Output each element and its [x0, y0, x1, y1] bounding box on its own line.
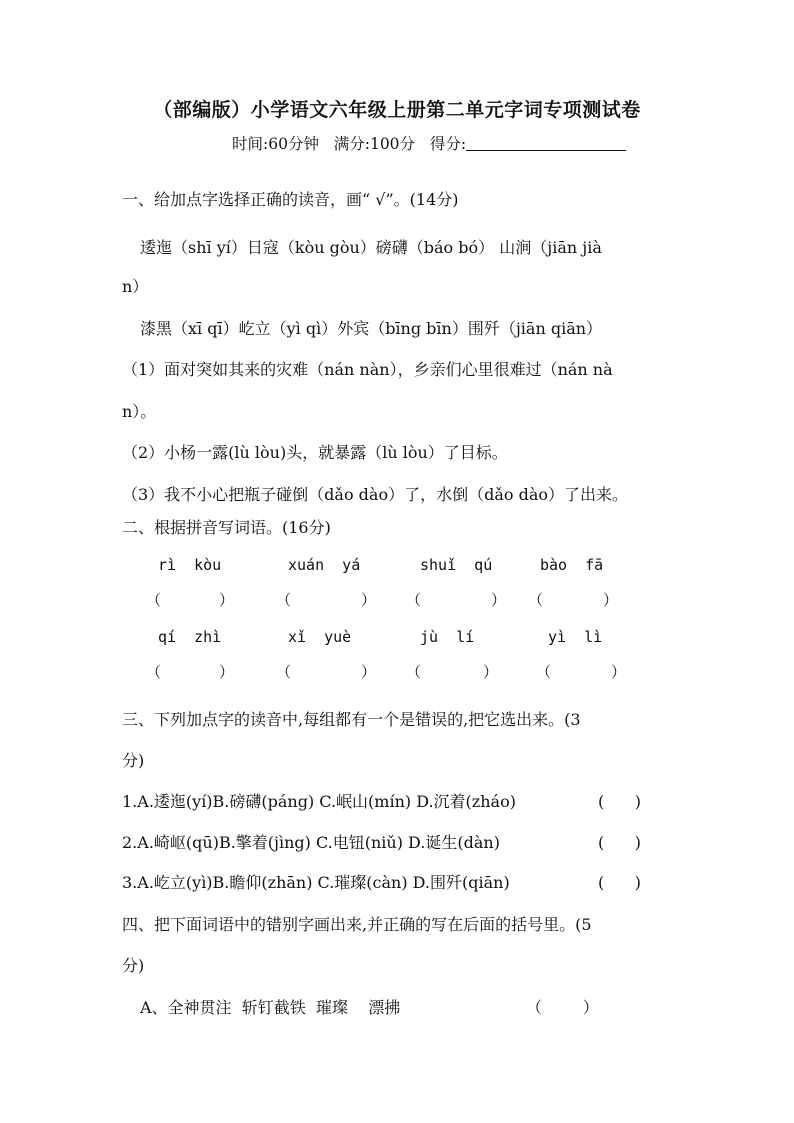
pinyin-cell: shuǐ qú: [420, 556, 493, 574]
time-limit: 时间:60分钟: [232, 135, 319, 153]
section3-heading: 三、下列加点字的读音中,每组都有一个是错误的,把它选出来。(3: [122, 710, 581, 729]
pinyin-cell: qí zhì: [158, 628, 222, 646]
answer-blank[interactable]: ( ): [598, 833, 641, 852]
pinyin-cell: rì kòu: [158, 556, 222, 574]
pinyin-cell: xuán yá: [288, 556, 361, 574]
score-blank[interactable]: [466, 136, 626, 151]
choice-question: 3.A.屹立(yì)B.瞻仰(zhān) C.璀璨(càn) D.围歼(qiān): [122, 873, 510, 892]
answer-blank[interactable]: ( ): [598, 792, 641, 811]
section1-question2: （2）小杨一露(lù lòu)头，就暴露（lù lòu）了目标。: [122, 443, 508, 462]
section1-question1: （1）面对突如其来的灾难（nán nàn），乡亲们心里很难过（nán nà: [122, 360, 613, 379]
section2-heading: 二、根据拼音写词语。(16分): [122, 518, 331, 537]
choice-question: 2.A.崎岖(qū)B.擎着(jìng) C.电钮(niǔ) D.诞生(dàn): [122, 833, 500, 852]
section1-question1-wrap: n）。: [122, 402, 157, 421]
exam-title: （部编版）小学语文六年级上册第二单元字词专项测试卷: [153, 99, 641, 121]
exam-page: （部编版）小学语文六年级上册第二单元字词专项测试卷 时间:60分钟 满分:100分 得分: 一、给加点字选择正确的读音，画“ √”。(14分) 逶迤（shī yí）日寇（kòu gòu）磅礴（báo bó） 山涧（jiān jià n） 漆黑（xī qī）屹立（yì qì）外宾（bīng bīn）围歼（jiān qiān） （1）面对突如其来的灾难（nán nàn），乡亲们心里很难过（nán nà n）。 （2）小杨一露(lù lòu)头，就暴露（lù lòu）了目标。 （3）我不小心把瓶子碰倒（dǎo dào）了，水倒（dǎo dào）了出来。 二、根据拼音写词语。(16分) rì kòu xuán yá shuǐ qú bào fā （ ） （ ） （ ） （ ） qí zhì xǐ yuè jù lí yì lì （ ） （ ） （ ） （ ） 三、下列加点字的读音中,每组都有一个是错误的,把它选出来。(3 分) 1.A.逶迤(yí)B.磅礴(páng) C.岷山(mín) D.沉着(zháo) ( ) 2.A.崎岖(qū)B.擎着(jìng) C.电钮(niǔ) D.诞生(dàn) ( ) 3.A.屹立(yì)B.瞻仰(zhān) C.璀璨(càn) D.围歼(qiān) ( ) 四、把下面词语中的错别字画出来,并正确的写在后面的括号里。(5 分) A、全神贯注 斩钉截铁 璀璨 漂拂 （ ）: [0, 0, 794, 1123]
pinyin-cell: yì lì: [548, 628, 603, 646]
answer-blank[interactable]: ( ): [598, 873, 641, 892]
pinyin-cell: bào fā: [540, 556, 604, 574]
exam-meta: [232, 134, 626, 154]
section4-heading: 四、把下面词语中的错别字画出来,并正确的写在后面的括号里。(5: [122, 915, 592, 934]
section1-line2: 漆黑（xī qī）屹立（yì qì）外宾（bīng bīn）围歼（jiān qiān）: [140, 319, 603, 338]
section3-heading-wrap: 分): [122, 751, 145, 770]
section1-line1: 逶迤（shī yí）日寇（kòu gòu）磅礴（báo bó） 山涧（jiān jià: [140, 238, 602, 257]
section1-heading: 一、给加点字选择正确的读音，画“ √”。(14分): [122, 190, 459, 209]
full-score: 满分:100分: [333, 135, 416, 153]
section1-line1-wrap: n）: [122, 277, 149, 296]
score-label: 得分:: [429, 135, 467, 153]
choice-question: 1.A.逶迤(yí)B.磅礴(páng) C.岷山(mín) D.沉着(zháo): [122, 792, 516, 811]
pinyin-cell: xǐ yuè: [288, 628, 352, 646]
section4-heading-wrap: 分): [122, 956, 145, 975]
section4-item-a: A、全神贯注 斩钉截铁 璀璨 漂拂: [140, 998, 401, 1017]
pinyin-cell: jù lí: [420, 628, 475, 646]
answer-blank[interactable]: （ ）: [526, 998, 599, 1017]
section1-question3: （3）我不小心把瓶子碰倒（dǎo dào）了，水倒（dǎo dào）了出来。: [122, 485, 629, 504]
